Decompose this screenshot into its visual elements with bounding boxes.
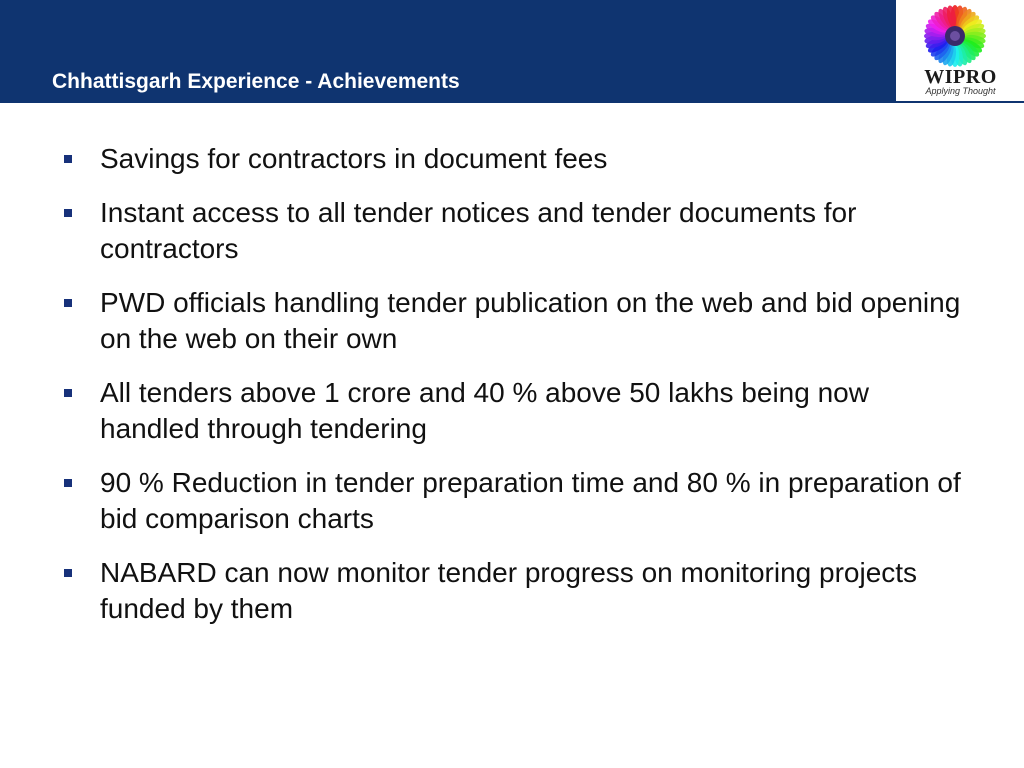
wipro-rainbow-flower-icon	[922, 3, 988, 69]
bullet-text: Savings for contractors in document fees	[100, 143, 608, 174]
bullet-square-icon	[64, 155, 72, 163]
logo	[897, 0, 1024, 101]
header-rule	[0, 101, 1024, 103]
bullet-item	[64, 375, 964, 447]
bullet-item	[64, 465, 964, 537]
bullet-square-icon	[64, 299, 72, 307]
logo-tagline: Applying Thought	[925, 86, 996, 96]
bullet-item	[64, 195, 964, 267]
bullet-text: 90 % Reduction in tender preparation time and 80 % in preparation of bid comparison charts	[100, 467, 961, 534]
bullet-list	[64, 141, 964, 645]
bullet-text: NABARD can now monitor tender progress on monitoring projects funded by them	[100, 557, 918, 624]
bullet-square-icon	[64, 389, 72, 397]
bullet-square-icon	[64, 479, 72, 487]
bullet-text: All tenders above 1 crore and 40 % above 50 lakhs being now handled through tendering	[100, 377, 869, 444]
logo-wordmark: WIPRO	[924, 66, 997, 88]
bullet-text: PWD officials handling tender publication on the web and bid opening on the web on their own	[100, 287, 961, 354]
bullet-text: Instant access to all tender notices and tender documents for contractors	[100, 197, 857, 264]
bullet-item	[64, 285, 964, 357]
bullet-square-icon	[64, 209, 72, 217]
bullet-item	[64, 141, 964, 177]
bullet-item	[64, 555, 964, 627]
bullet-square-icon	[64, 569, 72, 577]
slide-title: Chhattisgarh Experience - Achievements	[52, 70, 460, 93]
